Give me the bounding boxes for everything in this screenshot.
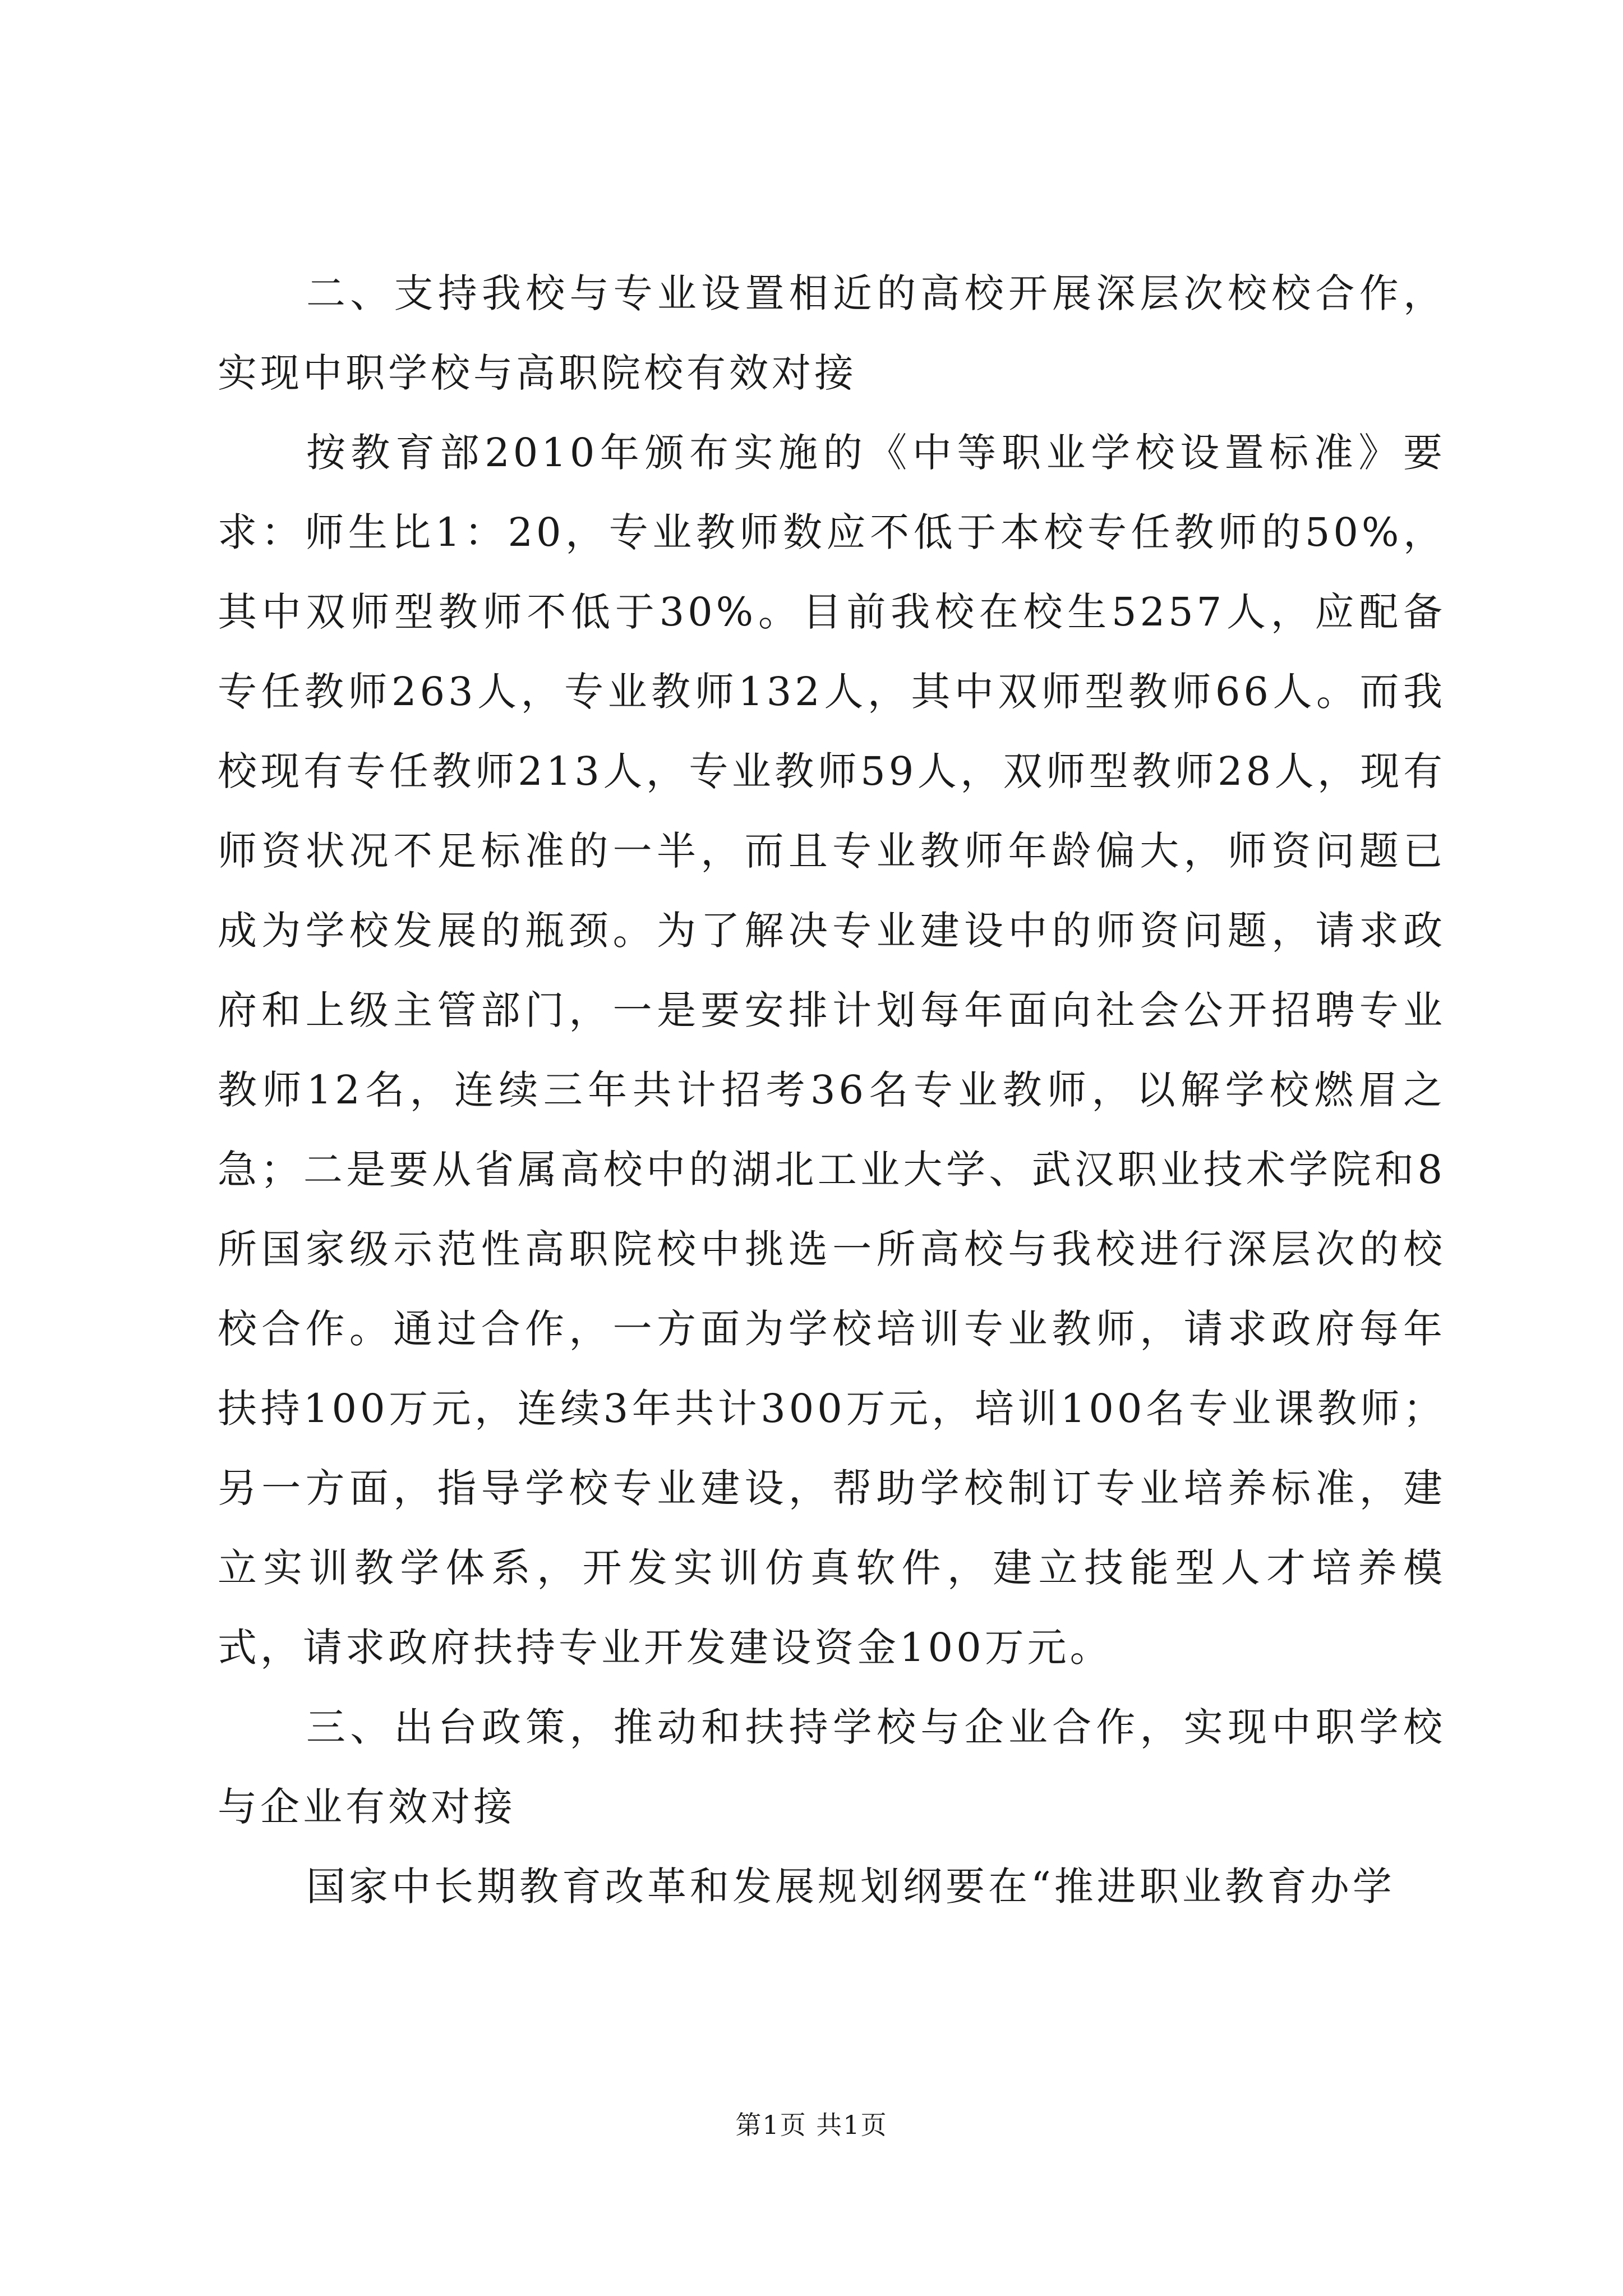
body-paragraph: 按教育部2010年颁布实施的《中等职业学校设置标准》要求：师生比1：20，专业教师数应不低于本校专任教师的50%，其中双师型教师不低于30%。目前我校在校生5257人，应配备专任教师263人，专业教师132人，其中双师型教师66人。而我校现有专任教师213人，专业教师59人，双师型教师28人，现有师资状况不足标准的一半，而且专业教师年龄偏大，师资问题已成为学校发展的瓶颈。为了解决专业建设中的师资问题，请求政府和上级主管部门，一是要安排计划每年面向社会公开招聘专业教师12名，连续三年共计招考36名专业教师，以解学校燃眉之急；二是要从省属高校中的湖北工业大学、武汉职业技术学院和8所国家级示范性高职院校中挑选一所高校与我校进行深层次的校校合作。通过合作，一方面为学校培训专业教师，请求政府每年扶持100万元，连续3年共计300万元，培训100名专业课教师；另一方面，指导学校专业建设，帮助学校制订专业培养标准，建立实训教学体系，开发实训仿真软件，建立技能型人才培养模式，请求政府扶持专业开发建设资金100万元。 (218, 430, 1446, 1671)
document-body (218, 254, 1446, 1926)
section-heading-three: 三、出台政策，推动和扶持学校与企业合作，实现中职学校与企业有效对接 (218, 1704, 1446, 1830)
page-footer: 第1页 共1页 (735, 2110, 888, 2140)
section-heading-two: 二、支持我校与专业设置相近的高校开展深层次校校合作，实现中职学校与高职院校有效对接 (218, 270, 1446, 396)
body-paragraph-continued: 国家中长期教育改革和发展规划纲要在“推进职业教育办学 (306, 1864, 1395, 1910)
